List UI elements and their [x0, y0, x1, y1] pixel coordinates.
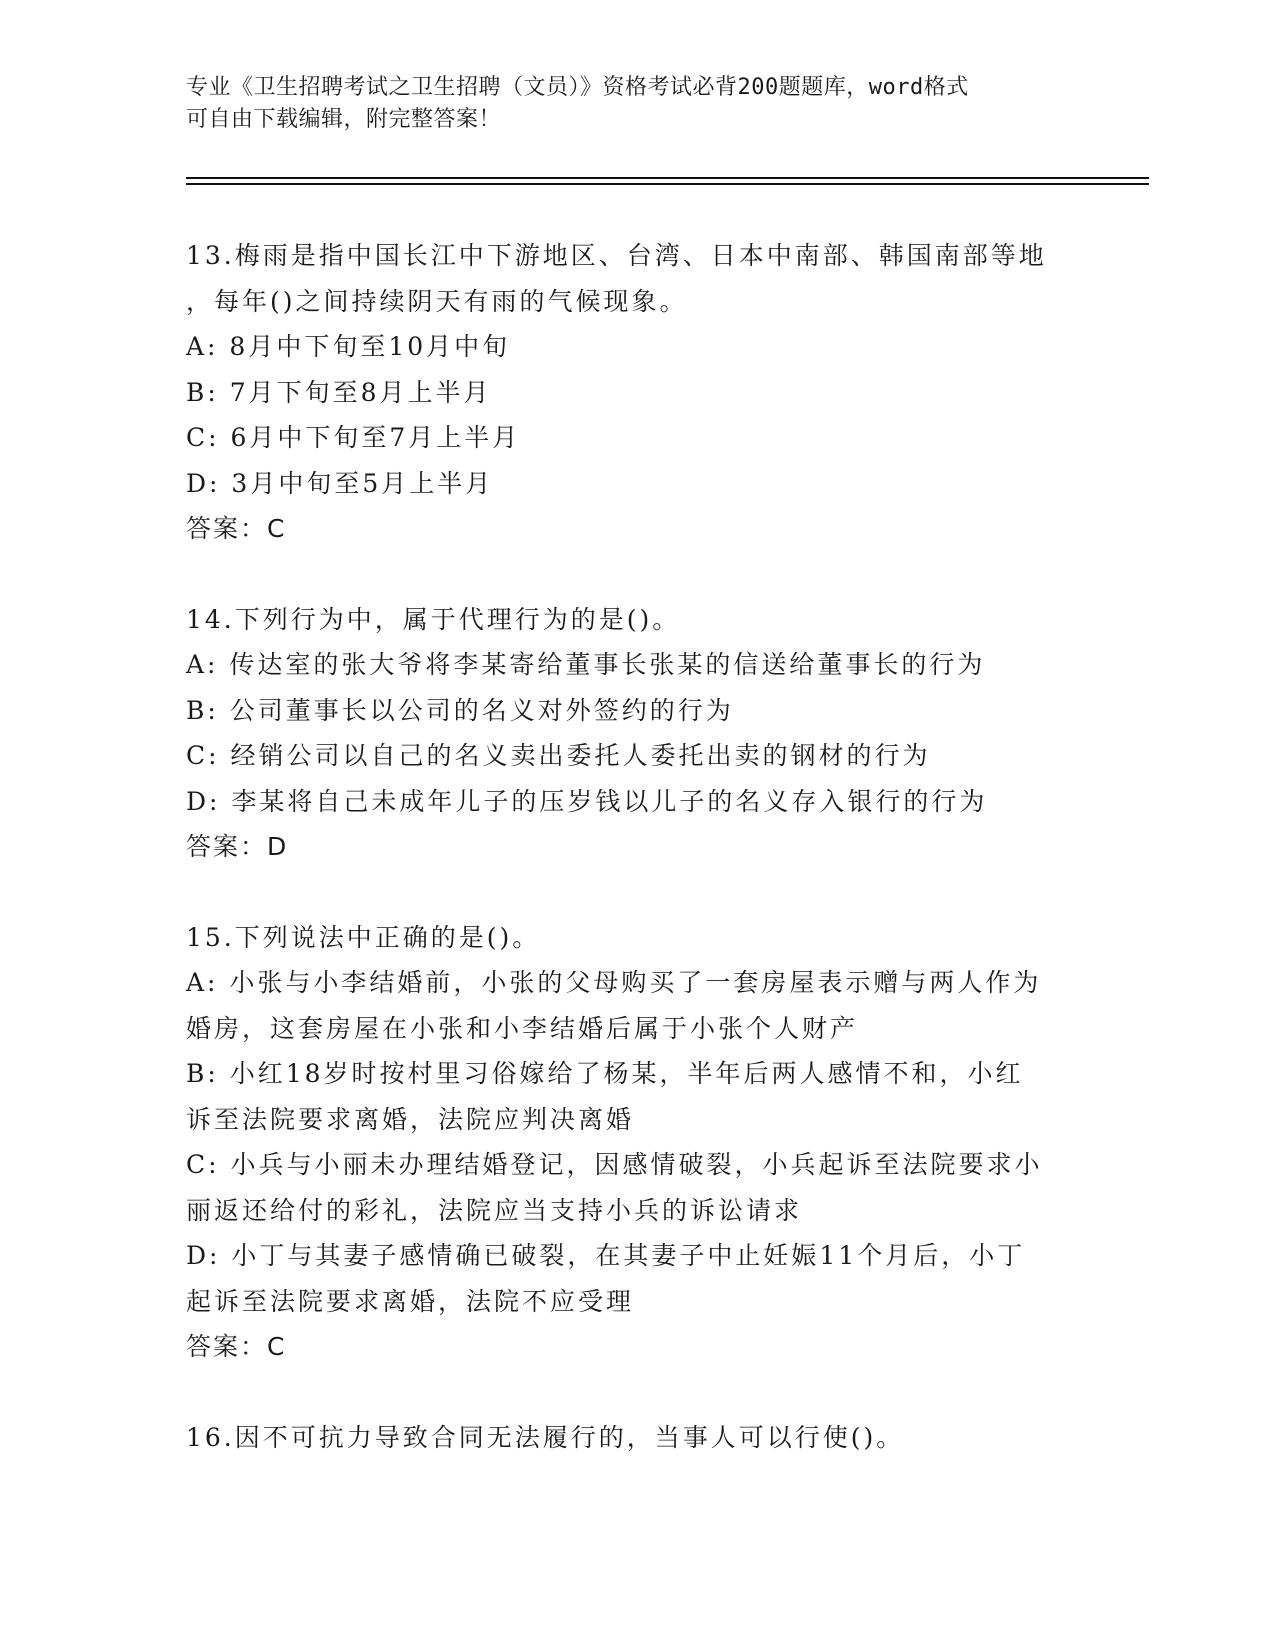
answer: 答案：D: [186, 832, 289, 861]
option-d: D: 小丁与其妻子感情确已破裂，在其妻子中止妊娠11个月后，小丁: [186, 1241, 1026, 1270]
option-c: C: 经销公司以自己的名义卖出委托人委托出卖的钢材的行为: [186, 741, 931, 770]
question-text: 13.梅雨是指中国长江中下游地区、台湾、日本中南部、韩国南部等地: [186, 241, 1047, 270]
question-16: [186, 1415, 1086, 1461]
option-b: B: 小红18岁时按村里习俗嫁给了杨某，半年后两人感情不和，小红: [186, 1059, 1024, 1088]
answer: 答案：C: [186, 514, 287, 543]
option-c: C: 小兵与小丽未办理结婚登记，因感情破裂，小兵起诉至法院要求小: [186, 1150, 1043, 1179]
option-d: D: 3月中旬至5月上半月: [186, 468, 494, 498]
option-c-continued: 丽返还给付的彩礼，法院应当支持小兵的诉讼请求: [186, 1195, 803, 1225]
question-14: [186, 597, 1086, 870]
question-text: ，每年()之间持续阴天有雨的气候现象。: [186, 286, 688, 316]
option-b-continued: 诉至法院要求离婚，法院应判决离婚: [186, 1104, 635, 1134]
question-15: [186, 915, 1086, 1370]
answer: 答案：C: [186, 1332, 287, 1361]
option-a-continued: 婚房，这套房屋在小张和小李结婚后属于小张个人财产: [186, 1013, 859, 1043]
header-divider-top: [186, 177, 1149, 179]
option-b: B: 公司董事长以公司的名义对外签约的行为: [186, 695, 734, 725]
question-text: 16.因不可抗力导致合同无法履行的，当事人可以行使()。: [186, 1422, 905, 1452]
header-line-1: 专业《卫生招聘考试之卫生招聘（文员）》资格考试必背200题题库，word格式: [186, 75, 969, 100]
option-a: A: 小张与小李结婚前，小张的父母购买了一套房屋表示赠与两人作为: [186, 968, 1042, 997]
option-a: A: 传达室的张大爷将李某寄给董事长张某的信送给董事长的行为: [186, 650, 986, 679]
option-d: D: 李某将自己未成年儿子的压岁钱以儿子的名义存入银行的行为: [186, 786, 988, 816]
header-line-2: 可自由下载编辑，附完整答案！: [186, 107, 502, 132]
question-text: 15.下列说法中正确的是()。: [186, 922, 541, 952]
option-c: C: 6月中下旬至7月上半月: [186, 423, 521, 452]
document-header: [186, 72, 1086, 136]
header-divider-bottom: [186, 183, 1149, 185]
option-d-continued: 起诉至法院要求离婚，法院不应受理: [186, 1286, 635, 1316]
option-a: A: 8月中下旬至10月中旬: [186, 332, 511, 361]
question-list: [186, 233, 1086, 1460]
question-13: [186, 233, 1086, 552]
question-text: 14.下列行为中，属于代理行为的是()。: [186, 604, 681, 634]
option-b: B: 7月下旬至8月上半月: [186, 377, 492, 407]
